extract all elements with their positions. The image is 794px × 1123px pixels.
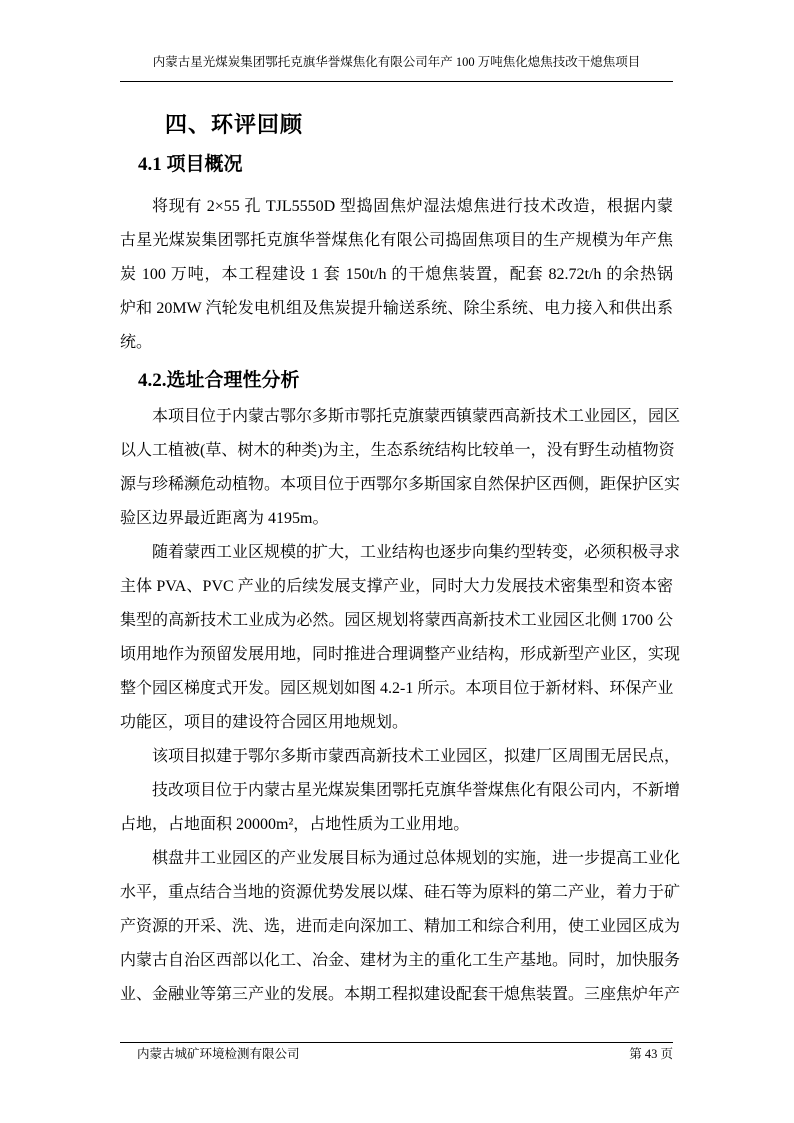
text-line: 集型的高新技术工业成为必然。园区规划将蒙西高新技术工业园区北侧 1700 公 — [120, 612, 673, 629]
text-line: 该项目拟建于鄂尔多斯市蒙西高新技术工业园区，拟建厂区周围无居民点， — [152, 748, 681, 765]
header-rule — [120, 81, 673, 82]
paragraph — [120, 190, 673, 360]
text-line: 棋盘井工业园区的产业发展目标为通过总体规划的实施，进一步提高工业化 — [152, 850, 681, 867]
paragraph — [120, 400, 681, 536]
text-line: 功能区，项目的建设符合园区用地规划。 — [120, 714, 409, 731]
text-line: 随着蒙西工业区规模的扩大，工业结构也逐步向集约型转变，必须积极寻求 — [152, 544, 681, 561]
text-line: 顷用地作为预留发展用地，同时推进合理调整产业结构，形成新型产业区，实现 — [120, 646, 681, 663]
text-line: 水平，重点结合当地的资源优势发展以煤、硅石等为原料的第二产业，着力于矿 — [120, 884, 681, 901]
paragraph — [120, 842, 681, 1012]
chapter-title: 四、环评回顾 — [165, 112, 304, 137]
text-line: 占地，占地面积 20000m²，占地性质为工业用地。 — [120, 816, 470, 833]
section-heading: 4.2.选址合理性分析 — [138, 370, 300, 391]
section-heading: 4.1 项目概况 — [138, 154, 243, 175]
text-line: 验区边界最近距离为 4195m。 — [120, 510, 329, 527]
text-line: 炉和 20MW 汽轮发电机组及焦炭提升输送系统、除尘系统、电力接入和供出系 — [120, 300, 673, 317]
running-header: 内蒙古星光煤炭集团鄂托克旗华誉煤焦化有限公司年产 100 万吨焦化熄焦技改干熄焦项目 — [152, 55, 641, 69]
page-number: 第 43 页 — [629, 1047, 673, 1061]
paragraph — [120, 774, 681, 842]
text-line: 以人工植被(草、树木的种类)为主，生态系统结构比较单一，没有野生动植物资 — [120, 442, 675, 459]
text-line: 主体 PVA、PVC 产业的后续发展支撑产业，同时大力发展技术密集型和资本密 — [120, 578, 673, 595]
text-line: 古星光煤炭集团鄂托克旗华誉煤焦化有限公司捣固焦项目的生产规模为年产焦 — [120, 232, 673, 249]
paragraph — [120, 740, 681, 774]
text-line: 将现有 2×55 孔 TJL5550D 型捣固焦炉湿法熄焦进行技术改造，根据内蒙 — [152, 198, 673, 215]
text-line: 整个园区梯度式开发。园区规划如图 4.2-1 所示。本项目位于新材料、环保产业 — [120, 680, 674, 697]
footer-company: 内蒙古城矿环境检测有限公司 — [137, 1047, 300, 1061]
text-line: 源与珍稀濒危动植物。本项目位于西鄂尔多斯国家自然保护区西侧，距保护区实 — [120, 476, 681, 493]
paragraph — [120, 536, 681, 740]
text-line: 产资源的开采、洗、选，进而走向深加工、精加工和综合利用，使工业园区成为 — [120, 918, 681, 935]
footer-rule — [120, 1042, 673, 1043]
text-line: 统。 — [120, 334, 153, 351]
text-line: 技改项目位于内蒙古星光煤炭集团鄂托克旗华誉煤焦化有限公司内，不新增 — [152, 782, 681, 799]
text-line: 本项目位于内蒙古鄂尔多斯市鄂托克旗蒙西镇蒙西高新技术工业园区，园区 — [152, 408, 681, 425]
text-line: 炭 100 万吨，本工程建设 1 套 150t/h 的干熄焦装置，配套 82.72t/h 的余热锅 — [120, 266, 673, 283]
text-line: 业、金融业等第三产业的发展。本期工程拟建设配套干熄焦装置。三座焦炉年产 — [120, 986, 681, 1003]
text-line: 内蒙古自治区西部以化工、冶金、建材为主的重化工生产基地。同时，加快服务 — [120, 952, 681, 969]
